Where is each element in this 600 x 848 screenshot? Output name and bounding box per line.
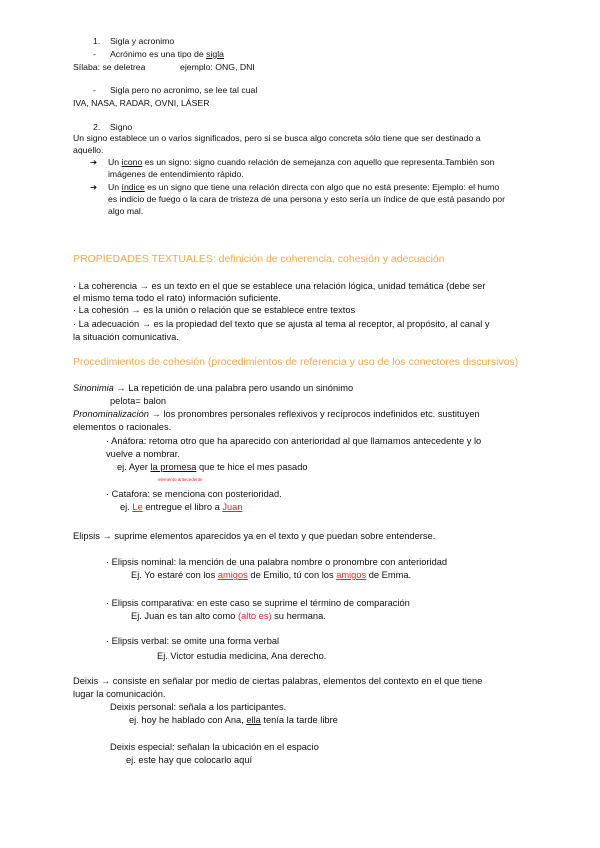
coherencia-text: · La coherencia → es un texto en el que se establece una relación lógica, unidad temática (debe ser: [73, 281, 486, 291]
cohesion-text: · La cohesión → es la unión o relación que se establece entre textos: [73, 305, 356, 315]
comparativa-ex-post: su hermana.: [271, 611, 326, 621]
sigla-examples: IVA, NASA, RADAR, OVNI, LÁSER: [73, 98, 210, 108]
signo-def: aquello.: [73, 145, 104, 155]
pronominalizacion-def: → los pronombres personales reflexivos y recíprocos indefinidos etc. sustituyen: [148, 409, 480, 419]
anafora-text: vuelve a nombrar.: [106, 449, 180, 459]
elipsis-verbal-example: Ej. Victor estudia medicina, Ana derecho.: [157, 651, 327, 661]
alto-es-word: (alto es): [237, 611, 272, 621]
icono-pre: Un: [108, 157, 122, 167]
anafora-text: · Anáfora: retoma otro que ha aparecido con anterioridad al que llamamos antecedente y lo: [106, 436, 482, 446]
sinonimia-def: → La repetición de una palabra pero usando un sinónimo: [113, 383, 354, 393]
icono-word: icono: [121, 157, 143, 167]
catafora-ex-mid: entregue el libro a: [142, 502, 223, 512]
indice-word: índice: [121, 182, 145, 192]
indice-line: [108, 181, 499, 193]
bullet-dash: -: [93, 49, 96, 59]
pronominalizacion-line: elementos o racionales.: [73, 422, 172, 432]
anafora-ex-pre: ej. Ayer: [117, 462, 151, 472]
acronimo-text: Acrónimo es una tipo de: [110, 49, 207, 59]
icono-def: es un signo: signo cuando relación de semejanza con aquello que representa.También son: [142, 157, 495, 167]
coherencia-text: el mismo tema todo el rato) información suficiente.: [73, 293, 281, 303]
deixis-espacial: Deixis especial: señalan la ubicación en el espacio: [110, 742, 319, 752]
catafora-le: Le: [132, 502, 143, 512]
deixis-espacial-example: ej. este hay que colocarlo aquí: [126, 755, 253, 765]
s1-number: 1.: [93, 36, 101, 46]
nominal-ex-mid: de Emilio, tú con los: [247, 570, 337, 580]
indice-pre: Un: [108, 182, 122, 192]
s2-number: 2.: [93, 122, 101, 132]
ella-word: ella: [246, 715, 261, 725]
deixis-personal: Deixis personal: señala a los participantes.: [110, 702, 287, 712]
arrow-icon: ➔: [90, 182, 98, 192]
amigos-word: amigos: [217, 570, 248, 580]
icono-line: [108, 156, 494, 168]
elipsis-nominal-example: [131, 569, 411, 581]
elipsis-comparativa-example: [131, 610, 326, 622]
signo-def: Un signo establece un o varios significados, pero si se busca algo concreta sólo tiene que ser destinado a: [73, 133, 481, 143]
elipsis-def: Elipsis → suprime elementos aparecidos ya en el texto y que puedan sobre entenderse.: [73, 531, 436, 541]
propiedades-heading: PROPIEDADES TEXTUALES: definición de coherencia, cohesión y adecuación: [73, 253, 445, 265]
catafora-text: · Catafora: se menciona con posterioridad.: [106, 489, 282, 499]
indice-def: es un signo que tiene una relación directa con algo que no está presente: Ejemplo: el humo: [144, 182, 500, 192]
nominal-ex-pre: Ej. Yo estaré con los: [131, 570, 218, 580]
antecedente-note: elemento antecedente: [158, 477, 203, 482]
sinonimia-term: Sinonimia: [73, 383, 114, 393]
comparativa-ex-pre: Ej. Juan es tan alto como: [131, 611, 238, 621]
catafora-ex-pre: ej.: [120, 502, 133, 512]
s2-title: Signo: [110, 122, 133, 132]
sigla-word: sigla: [206, 49, 224, 59]
bullet-dash: -: [93, 85, 96, 95]
catafora-example: [120, 501, 243, 513]
pronominalizacion-line: [73, 408, 480, 420]
procedimientos-heading: Procedimientos de cohesión (procedimientos de referencia y uso de los conectores discursivos): [73, 356, 519, 368]
ejemplo-line: ejemplo: ONG, DNI: [180, 62, 255, 72]
silaba-line: Sílaba: se deletrea: [73, 62, 146, 72]
anafora-ex-post: que te hice el mes pasado: [196, 462, 308, 472]
elipsis-nominal: · Elipsis nominal: la mención de una palabra nombre o pronombre con anterioridad: [106, 557, 448, 567]
catafora-juan: Juan: [222, 502, 243, 512]
icono-line: imágenes de entendimiento rápido.: [108, 169, 244, 179]
sigla-no-acronimo: Sigla pero no acronimo, se lee tal cual: [110, 85, 258, 95]
sinonimia-example: pelota= balon: [110, 396, 167, 406]
indice-line: es indicio de fuego o la cara de tristeza de una persona y esto sería un índice de que está pasando por: [108, 194, 505, 204]
personal-ex-pre: ej. hoy he hablado con Ana,: [129, 715, 247, 725]
s1-title: Sigla y acronimo: [110, 36, 175, 46]
personal-ex-post: tenía la tarde libre: [260, 715, 338, 725]
deixis-def: lugar la comunicación.: [73, 689, 166, 699]
anafora-example: [117, 461, 308, 473]
sinonimia-line: [73, 382, 353, 394]
pronominalizacion-term: Pronominalización: [73, 409, 149, 419]
adecuacion-text: · La adecuación → es la propiedad del texto que se ajusta al tema al receptor, al propósito, al canal y: [73, 319, 490, 329]
nominal-ex-post: de Emma.: [366, 570, 412, 580]
acronimo-line: [110, 48, 224, 60]
deixis-personal-example: [129, 714, 338, 726]
arrow-icon: ➔: [90, 157, 98, 167]
adecuacion-text: la situación comunicativa.: [73, 332, 179, 342]
indice-line: algo mal.: [108, 206, 144, 216]
elipsis-verbal: · Elipsis verbal: se omite una forma verbal: [106, 636, 280, 646]
amigos-word: amigos: [336, 570, 367, 580]
elipsis-comparativa: · Elipsis comparativa: en este caso se suprime el término de comparación: [106, 598, 410, 608]
deixis-def: Deixis → consiste en señalar por medio de ciertas palabras, elementos del contexto en el que tiene: [73, 676, 483, 686]
antecedente-word: la promesa: [150, 462, 197, 472]
